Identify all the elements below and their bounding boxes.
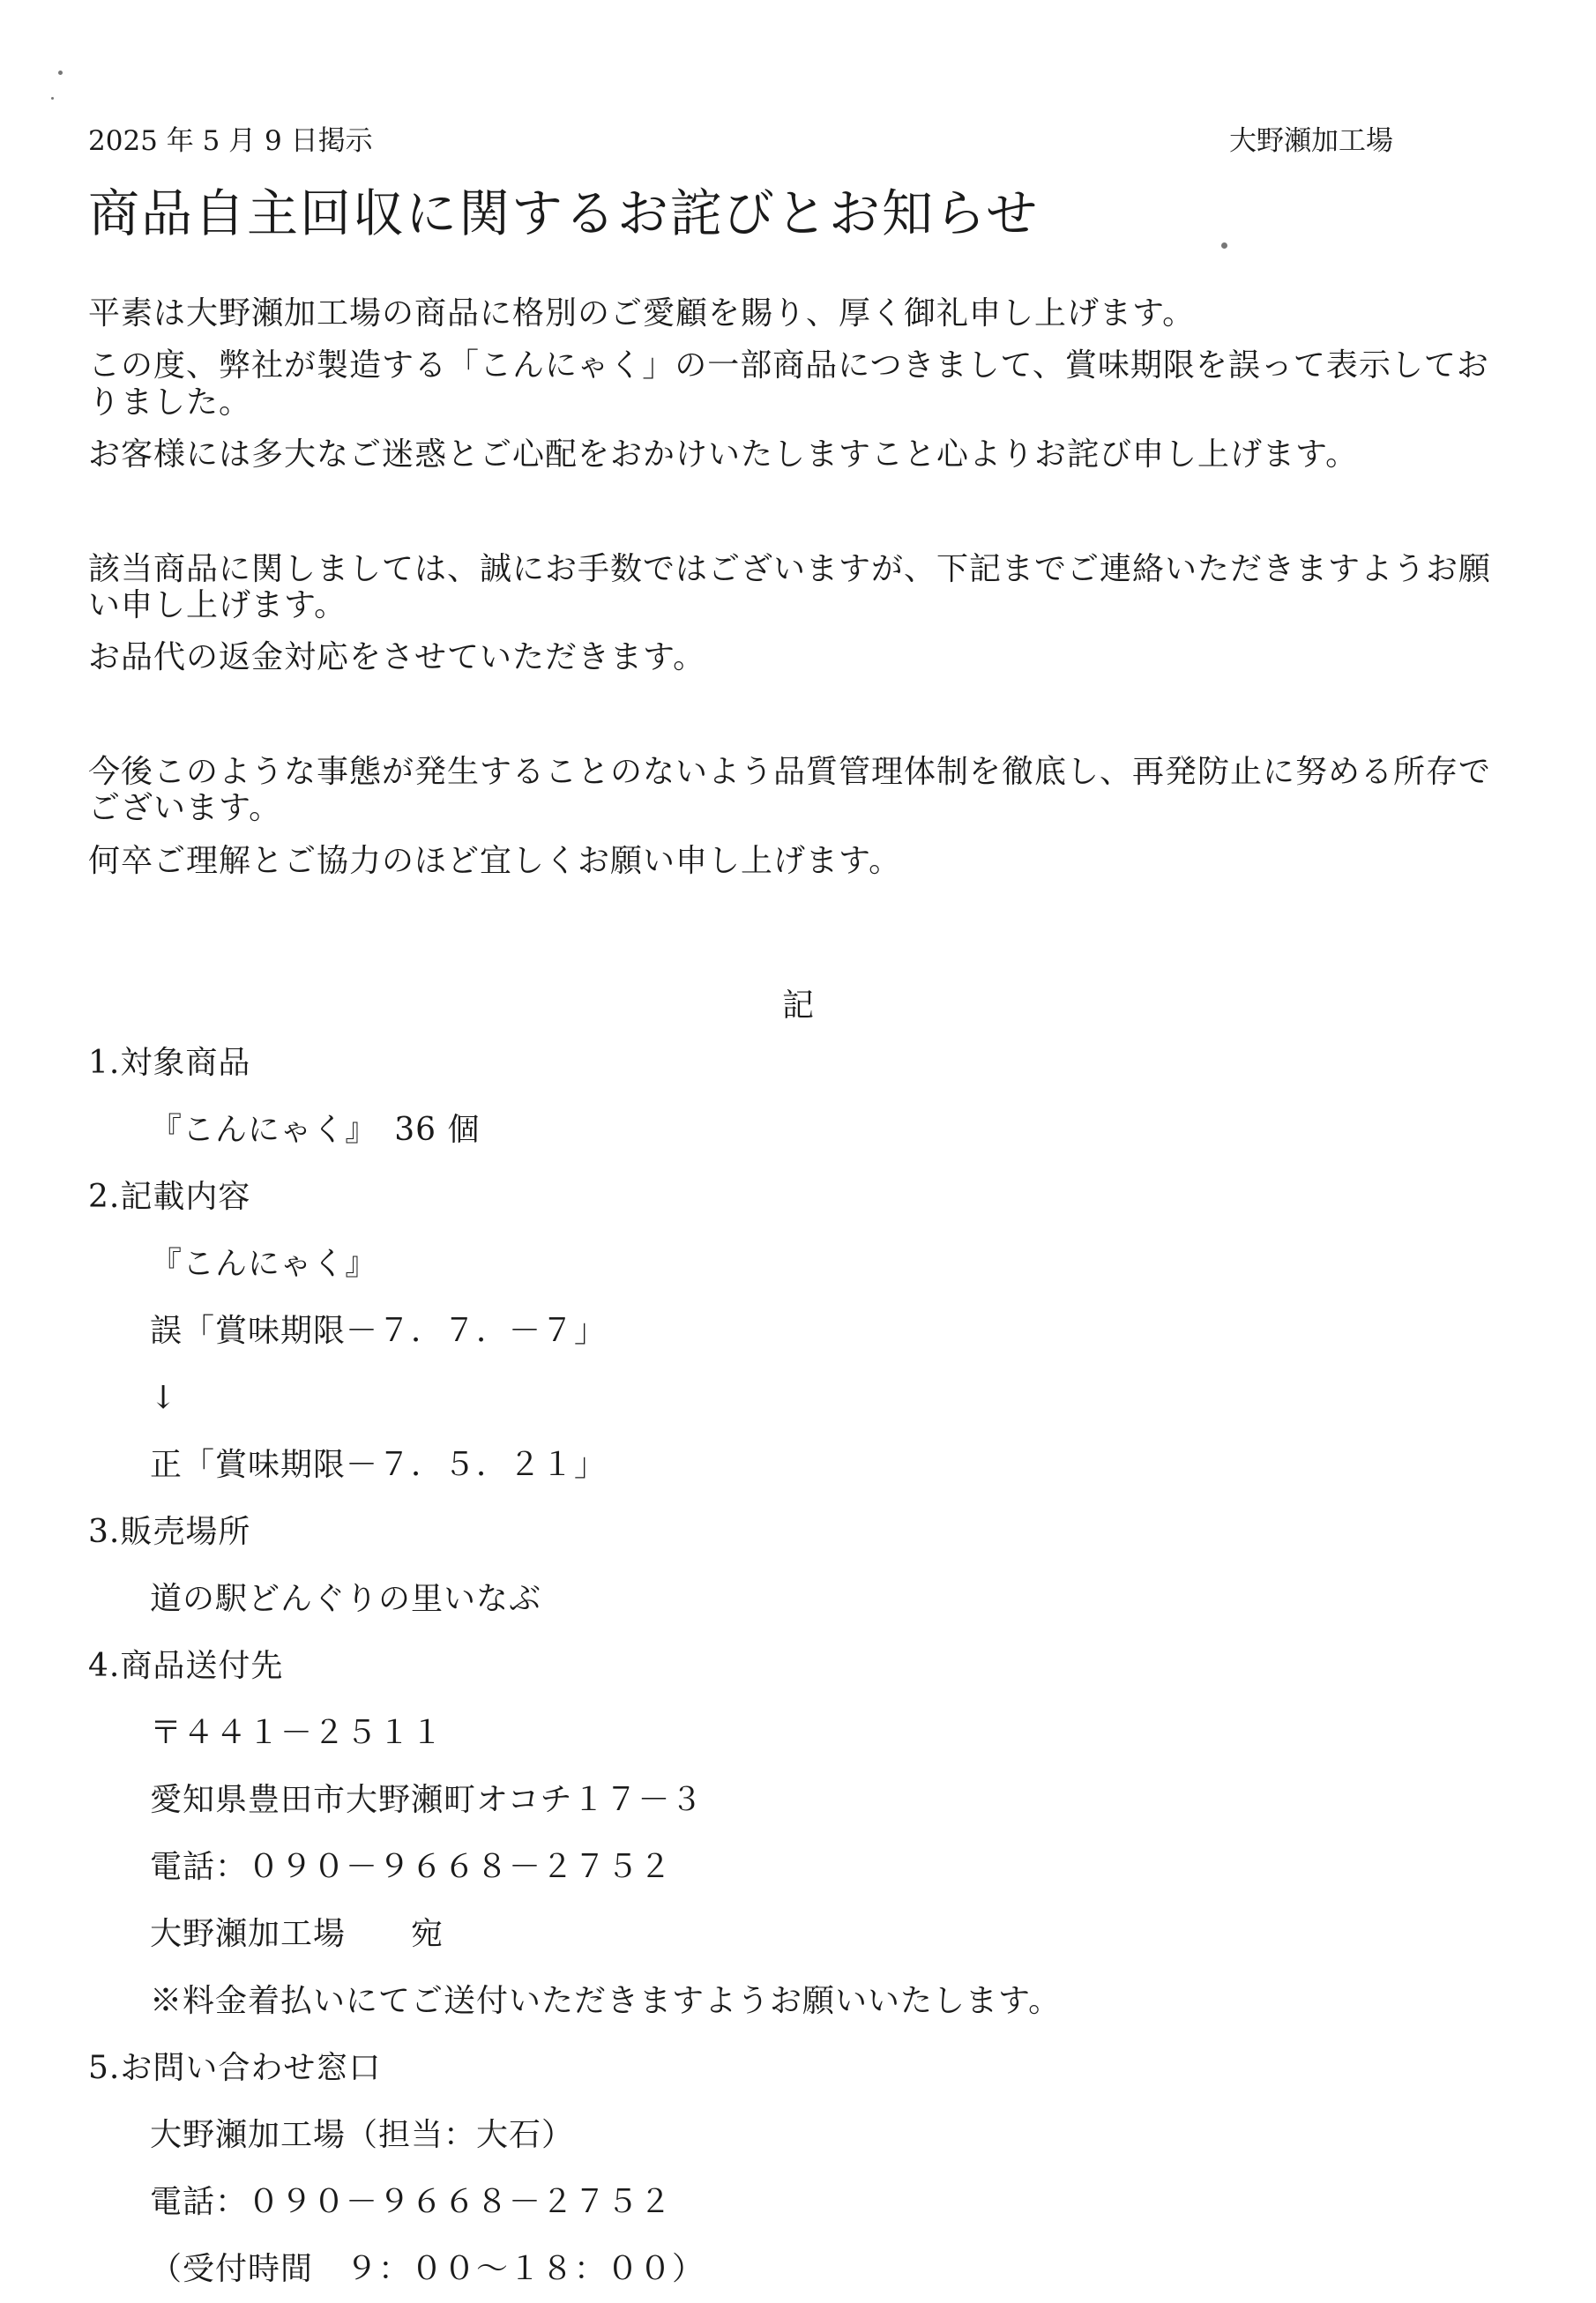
down-arrow: ↓: [150, 1380, 178, 1416]
item5-phone: 電話：０９０－９６６８－２７５２: [150, 2184, 673, 2220]
scan-speck: [51, 97, 54, 100]
header-row: [88, 118, 1393, 157]
item4-phone: 電話：０９０－９６６８－２７５２: [150, 1849, 673, 1885]
item2-heading: 2.記載内容: [88, 1179, 251, 1215]
paragraph-prevention: 今後このような事態が発生することのないよう品質管理体制を徹底し、再発防止に努める所存でございます。: [88, 753, 1492, 827]
paragraph-apology: お客様には多大なご迷惑とご心配をおかけいたしますこと心よりお詫び申し上げます。: [88, 436, 1359, 473]
ki-marker: 記: [781, 988, 814, 1024]
item1-product: 『こんにゃく』 36 個: [150, 1112, 481, 1148]
item3-heading: 3.販売場所: [88, 1514, 251, 1550]
page-title: 商品自主回収に関するお詫びとお知らせ: [88, 183, 1040, 243]
item2-product: 『こんにゃく』: [150, 1246, 378, 1282]
item2-wrong-date: 誤「賞味期限－７．７．－７」: [150, 1313, 608, 1349]
paragraph-greeting: 平素は大野瀬加工場の商品に格別のご愛顧を賜り、厚く御礼申し上げます。: [88, 295, 1196, 332]
notice-body: [88, 295, 1499, 895]
item3-place: 道の駅どんぐりの里いなぶ: [150, 1581, 542, 1617]
item5-contact: 大野瀬加工場（担当：大石）: [150, 2117, 575, 2153]
company-name: 大野瀬加工場: [1229, 125, 1393, 157]
item4-recipient: 大野瀬加工場 宛: [150, 1916, 444, 1952]
item4-heading: 4.商品送付先: [88, 1648, 284, 1684]
posting-date: 2025 年 5 月 9 日掲示: [88, 125, 373, 157]
paragraph-issue: この度、弊社が製造する「こんにゃく」の一部商品につきまして、賞味期限を誤って表示しておりました。: [88, 347, 1489, 421]
scan-speck: [1221, 242, 1227, 249]
paragraph-refund: お品代の返金対応をさせていただきます。: [88, 639, 706, 676]
item5-heading: 5.お問い合わせ窓口: [88, 2050, 382, 2086]
scan-speck: [58, 71, 63, 75]
item5-hours: （受付時間 ９：００～１８：００）: [150, 2251, 705, 2287]
item4-note: ※料金着払いにてご送付いただきますようお願いいたします。: [150, 1983, 1062, 2019]
item2-correct-date: 正「賞味期限－７．５．２１」: [150, 1447, 608, 1483]
item1-heading: 1.対象商品: [88, 1045, 251, 1081]
details-list: [88, 1030, 1499, 2303]
paragraph-closing: 何卒ご理解とご協力のほど宜しくお願い申し上げます。: [88, 842, 902, 879]
paragraph-contact-request: 該当商品に関しましては、誠にお手数ではございますが、下記までご連絡いただきますようお願い申し上げます。: [88, 550, 1492, 623]
item4-address: 愛知県豊田市大野瀬町オコチ１７－３: [150, 1782, 704, 1818]
item4-zip: 〒４４１－２５１１: [150, 1715, 444, 1751]
